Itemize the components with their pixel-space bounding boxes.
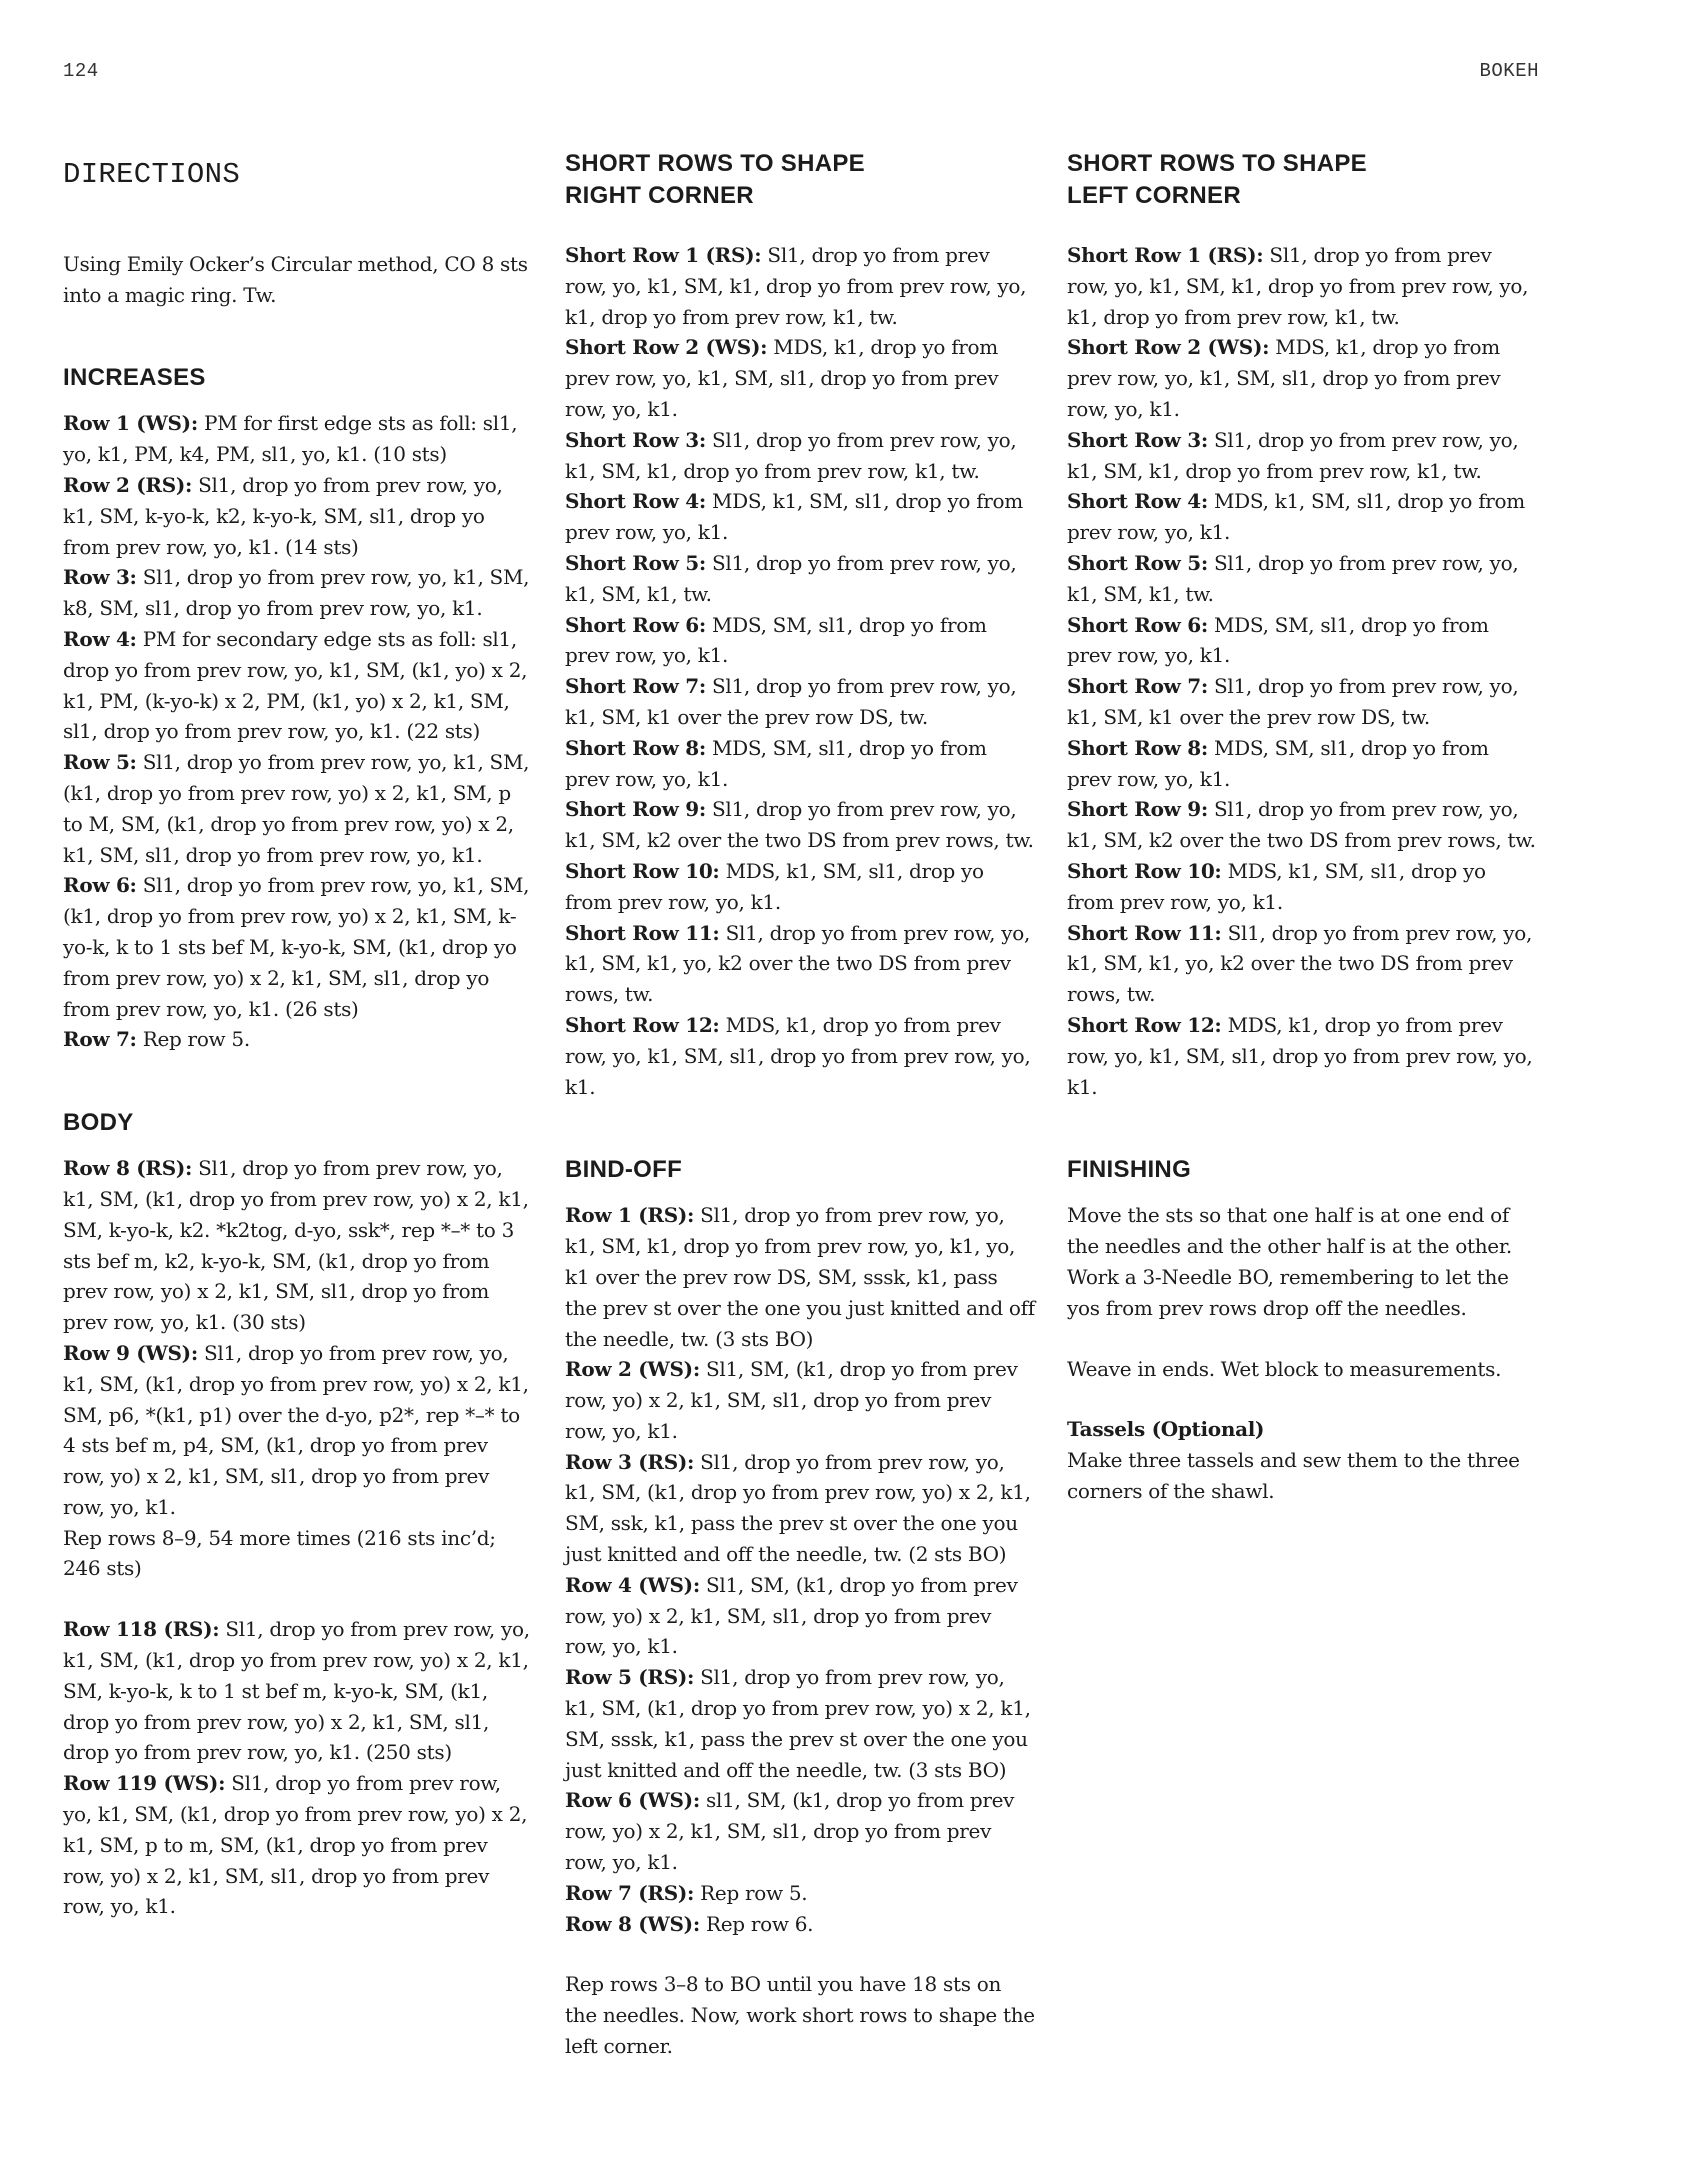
column-right-corner: [565, 148, 1035, 2062]
right-short-row-label: Short Row 11:: [565, 920, 720, 945]
left-short-row: [1067, 332, 1537, 424]
intro-paragraph: Using Emily Ocker’s Circular method, CO 8 sts into a magic ring. Tw.: [63, 251, 528, 307]
right-short-row-label: Short Row 12:: [565, 1012, 720, 1037]
right-short-row: [565, 240, 1035, 332]
bindoff-rows: [565, 1200, 1035, 1939]
bindoff-row: [565, 1785, 1035, 1877]
left-short-row-label: Short Row 6:: [1067, 612, 1208, 637]
body-repeat-note: Rep rows 8–9, 54 more times (216 sts inc’d; 246 sts): [63, 1525, 496, 1581]
bindoff-row-text: sl1, SM, (k1, drop yo from prev row, yo) x 2, k1, SM, sl1, drop yo from prev row, yo, k1.: [565, 1788, 1015, 1875]
right-short-row-label: Short Row 9:: [565, 797, 706, 822]
right-short-row-label: Short Row 7:: [565, 674, 706, 699]
body-row: [63, 1153, 533, 1338]
right-short-row-label: Short Row 3:: [565, 427, 706, 452]
body-row-label: Row 118 (RS):: [63, 1617, 220, 1642]
left-short-row: [1067, 486, 1537, 548]
body-row-text: Sl1, drop yo from prev row, yo, k1, SM, (k1, drop yo from prev row, yo) x 2, k1, SM, p6, *(k1, p1) over the d-yo, p2*, rep *–* to 4 sts bef m, p4, SM, (k1, drop yo from prev row, yo) x 2, k1, SM, sl1, drop yo from prev row, yo, k1.: [63, 1340, 529, 1519]
bindoff-row-text: Rep row 5.: [694, 1880, 808, 1905]
bindoff-row-text: Rep row 6.: [699, 1911, 814, 1936]
bindoff-row-text: Sl1, SM, (k1, drop yo from prev row, yo) x 2, k1, SM, sl1, drop yo from prev row, yo, k1.: [565, 1357, 1018, 1443]
left-short-row-text: MDS, k1, drop yo from prev row, yo, k1, SM, sl1, drop yo from prev row, yo, k1.: [1067, 1012, 1533, 1099]
increases-heading: INCREASES: [63, 364, 206, 392]
tassels-text: Make three tassels and sew them to the three corners of the shawl.: [1067, 1448, 1520, 1503]
bindoff-row: [565, 1200, 1035, 1354]
increase-row-text: Sl1, drop yo from prev row, yo, k1, SM, k-yo-k, k2, k-yo-k, SM, sl1, drop yo from prev row, yo, k1. (14 sts): [63, 472, 503, 559]
bindoff-row: [565, 1447, 1035, 1570]
body-row: [63, 1614, 533, 1768]
right-short-row-text: Sl1, drop yo from prev row, yo, k1, SM, k2 over the two DS from prev rows, tw.: [565, 797, 1034, 853]
left-short-row: [1067, 918, 1537, 1010]
right-short-row: [565, 548, 1035, 610]
right-short-row: [565, 332, 1035, 424]
right-corner-heading-line1: SHORT ROWS TO SHAPE: [565, 150, 865, 177]
left-short-row-label: Short Row 4:: [1067, 489, 1208, 514]
right-short-row-label: Short Row 6:: [565, 612, 706, 637]
right-short-row: [565, 733, 1035, 795]
left-short-row: [1067, 794, 1537, 856]
right-short-row: [565, 610, 1035, 672]
left-short-row-label: Short Row 8:: [1067, 735, 1208, 760]
tassels-title: Tassels (Optional): [1067, 1417, 1265, 1442]
increase-row-text: Sl1, drop yo from prev row, yo, k1, SM, (k1, drop yo from prev row, yo) x 2, k1, SM, p to M, SM, (k1, drop yo from prev row, yo) x 2, k1, SM, sl1, drop yo from prev row, yo, k1.: [63, 750, 530, 867]
page-number: 124: [63, 60, 99, 82]
bindoff-row: [565, 1354, 1035, 1446]
bindoff-row-label: Row 6 (WS):: [565, 1788, 700, 1813]
left-short-row-label: Short Row 2 (WS):: [1067, 335, 1270, 360]
right-short-row: [565, 1010, 1035, 1102]
body-row-text: Sl1, drop yo from prev row, yo, k1, SM, (k1, drop yo from prev row, yo) x 2, k1, SM, k-yo-k, k to 1 st bef m, k-yo-k, SM, (k1, drop yo from prev row, yo) x 2, k1, SM, sl1, drop yo from prev row, yo, k1. (250 sts): [63, 1617, 530, 1765]
bindoff-heading: BIND-OFF: [565, 1156, 683, 1184]
right-corner-heading-line2: RIGHT CORNER: [565, 182, 754, 209]
right-short-row-text: MDS, k1, drop yo from prev row, yo, k1, SM, sl1, drop yo from prev row, yo, k1.: [565, 1012, 1031, 1099]
right-short-row-text: MDS, k1, SM, sl1, drop yo from prev row, yo, k1.: [565, 489, 1023, 545]
bindoff-row-label: Row 3 (RS):: [565, 1449, 695, 1474]
right-short-row-text: Sl1, drop yo from prev row, yo, k1, SM, k1 over the prev row DS, tw.: [565, 674, 1017, 729]
left-short-row-text: MDS, k1, SM, sl1, drop yo from prev row, yo, k1.: [1067, 858, 1486, 914]
body-row-text: Sl1, drop yo from prev row, yo, k1, SM, (k1, drop yo from prev row, yo) x 2, k1, SM, p to m, SM, (k1, drop yo from prev row, yo) x 2, k1, SM, sl1, drop yo from prev row, yo, k1.: [63, 1771, 528, 1919]
left-short-row: [1067, 1010, 1537, 1102]
left-short-row: [1067, 548, 1537, 610]
bindoff-row-text: Sl1, drop yo from prev row, yo, k1, SM, (k1, drop yo from prev row, yo) x 2, k1, SM, sssk, k1, pass the prev st over the one you just knitted and off the needle, tw. (3 sts BO): [565, 1665, 1031, 1782]
left-short-row: [1067, 671, 1537, 733]
right-short-row-text: Sl1, drop yo from prev row, yo, k1, SM, k1, drop yo from prev row, k1, tw.: [565, 427, 1017, 483]
increase-row-text: PM for secondary edge sts as foll: sl1, drop yo from prev row, yo, k1, SM, (k1, yo) x 2, k1, PM, (k-yo-k) x 2, PM, (k1, yo) x 2, k1, SM, sl1, drop yo from prev row, yo, k1. (22 sts): [63, 626, 528, 744]
left-short-row-text: Sl1, drop yo from prev row, yo, k1, SM, k1, yo, k2 over the two DS from prev rows, tw.: [1067, 920, 1533, 1007]
right-short-row-text: Sl1, drop yo from prev row, yo, k1, SM, k1, drop yo from prev row, yo, k1, drop yo from prev row, k1, tw.: [565, 243, 1027, 329]
increase-row-label: Row 3:: [63, 565, 137, 590]
right-short-row-text: Sl1, drop yo from prev row, yo, k1, SM, k1, tw.: [565, 550, 1017, 606]
increase-row: [63, 470, 533, 562]
left-short-row-label: Short Row 3:: [1067, 427, 1208, 452]
left-short-row-label: Short Row 12:: [1067, 1012, 1222, 1037]
increase-row-text: Sl1, drop yo from prev row, yo, k1, SM, (k1, drop yo from prev row, yo) x 2, k1, SM, k-yo-k, k to 1 sts bef M, k-yo-k, SM, (k1, drop yo from prev row, yo) x 2, k1, SM, sl1, drop yo from prev row, yo, k1. (26 sts): [63, 873, 530, 1021]
bindoff-row: [565, 1662, 1035, 1785]
bindoff-row-label: Row 8 (WS):: [565, 1911, 700, 1936]
increase-row: [63, 870, 533, 1024]
bindoff-row-text: Sl1, drop yo from prev row, yo, k1, SM, k1, drop yo from prev row, yo, k1, yo, k1 over the prev row DS, SM, sssk, k1, pass the prev st over the one you just knitted and off the needle, tw. (3 sts BO): [565, 1203, 1035, 1351]
left-short-row-text: MDS, k1, drop yo from prev row, yo, k1, SM, sl1, drop yo from prev row, yo, k1.: [1067, 335, 1501, 421]
left-corner-rows: [1067, 240, 1537, 1102]
right-short-row-label: Short Row 2 (WS):: [565, 335, 768, 360]
left-corner-heading-line1: SHORT ROWS TO SHAPE: [1067, 150, 1367, 177]
left-short-row-text: Sl1, drop yo from prev row, yo, k1, SM, k2 over the two DS from prev rows, tw.: [1067, 797, 1536, 853]
increase-row-label: Row 7:: [63, 1027, 137, 1052]
right-short-row-label: Short Row 5:: [565, 550, 706, 575]
right-short-row: [565, 486, 1035, 548]
left-short-row-text: Sl1, drop yo from prev row, yo, k1, SM, k1 over the prev row DS, tw.: [1067, 674, 1519, 729]
left-short-row-label: Short Row 5:: [1067, 550, 1208, 575]
weave-paragraph: Weave in ends. Wet block to measurements.: [1067, 1356, 1502, 1381]
bindoff-row-text: Sl1, SM, (k1, drop yo from prev row, yo) x 2, k1, SM, sl1, drop yo from prev row, yo, k1.: [565, 1572, 1018, 1659]
right-short-row: [565, 794, 1035, 856]
bindoff-row-text: Sl1, drop yo from prev row, yo, k1, SM, (k1, drop yo from prev row, yo) x 2, k1, SM, ssk, k1, pass the prev st over the one you just knitted and off the needle, tw. (2 sts BO): [565, 1449, 1031, 1567]
column-left-corner: [1067, 148, 1537, 1507]
bindoff-row: [565, 1570, 1035, 1662]
finishing-heading: FINISHING: [1067, 1156, 1192, 1184]
left-short-row-text: MDS, k1, SM, sl1, drop yo from prev row, yo, k1.: [1067, 489, 1525, 545]
left-short-row-text: Sl1, drop yo from prev row, yo, k1, SM, k1, tw.: [1067, 550, 1519, 606]
body-row: [63, 1338, 533, 1523]
increase-row-label: Row 5:: [63, 750, 137, 775]
bindoff-row-label: Row 4 (WS):: [565, 1572, 700, 1597]
increase-row: [63, 624, 533, 747]
left-short-row-text: Sl1, drop yo from prev row, yo, k1, SM, k1, drop yo from prev row, yo, k1, drop yo from prev row, k1, tw.: [1067, 243, 1529, 329]
left-short-row-text: MDS, SM, sl1, drop yo from prev row, yo, k1.: [1067, 735, 1489, 791]
increase-row-label: Row 1 (WS):: [63, 411, 198, 436]
left-short-row-label: Short Row 1 (RS):: [1067, 243, 1264, 267]
increase-row: [63, 562, 533, 624]
running-title: BOKEH: [1479, 60, 1539, 82]
left-short-row-label: Short Row 7:: [1067, 674, 1208, 699]
increase-row: [63, 408, 533, 470]
body-row: [63, 1768, 533, 1922]
left-short-row: [1067, 856, 1537, 918]
right-short-row-label: Short Row 1 (RS):: [565, 243, 762, 267]
increases-rows: [63, 408, 533, 1055]
body-row-label: Row 119 (WS):: [63, 1771, 226, 1796]
column-directions: [63, 148, 533, 1922]
left-corner-heading-line2: LEFT CORNER: [1067, 182, 1241, 209]
body-row-text: Sl1, drop yo from prev row, yo, k1, SM, (k1, drop yo from prev row, yo) x 2, k1, SM, k-yo-k, k2. *k2tog, d-yo, ssk*, rep *–* to 3 sts bef m, k2, k-yo-k, SM, (k1, drop yo from prev row, yo) x 2, k1, SM, sl1, drop yo from prev row, yo, k1. (30 sts): [63, 1156, 529, 1335]
bindoff-row: [565, 1878, 1035, 1909]
body-row-label: Row 9 (WS):: [63, 1340, 198, 1365]
body-row-label: Row 8 (RS):: [63, 1156, 193, 1181]
increase-row-label: Row 4:: [63, 626, 137, 651]
right-short-row: [565, 671, 1035, 733]
increase-row: [63, 747, 533, 870]
bindoff-row-label: Row 2 (WS):: [565, 1357, 700, 1382]
bindoff-note: Rep rows 3–8 to BO until you have 18 sts on the needles. Now, work short rows to shape the left corner.: [565, 1972, 1035, 2059]
right-short-row-label: Short Row 4:: [565, 489, 706, 514]
bindoff-row-label: Row 1 (RS):: [565, 1203, 695, 1228]
right-short-row-text: MDS, k1, SM, sl1, drop yo from prev row, yo, k1.: [565, 858, 984, 914]
right-short-row-text: Sl1, drop yo from prev row, yo, k1, SM, k1, yo, k2 over the two DS from prev rows, tw.: [565, 920, 1031, 1007]
increase-row-text: Sl1, drop yo from prev row, yo, k1, SM, k8, SM, sl1, drop yo from prev row, yo, k1.: [63, 565, 530, 621]
left-short-row: [1067, 733, 1537, 795]
increase-row: [63, 1024, 533, 1055]
bindoff-row-label: Row 7 (RS):: [565, 1880, 695, 1905]
increase-row-text: PM for first edge sts as foll: sl1, yo, k1, PM, k4, PM, sl1, yo, k1. (10 sts): [63, 411, 518, 467]
right-short-row-label: Short Row 10:: [565, 858, 720, 883]
right-short-row: [565, 856, 1035, 918]
right-short-row-text: MDS, k1, drop yo from prev row, yo, k1, SM, sl1, drop yo from prev row, yo, k1.: [565, 335, 999, 421]
left-short-row-text: Sl1, drop yo from prev row, yo, k1, SM, k1, drop yo from prev row, k1, tw.: [1067, 427, 1519, 483]
directions-title: DIRECTIONS: [63, 158, 241, 191]
left-short-row: [1067, 425, 1537, 487]
bindoff-row-label: Row 5 (RS):: [565, 1665, 695, 1690]
left-short-row: [1067, 610, 1537, 672]
right-corner-rows: [565, 240, 1035, 1102]
left-short-row-label: Short Row 10:: [1067, 858, 1222, 883]
right-short-row: [565, 918, 1035, 1010]
right-short-row-text: MDS, SM, sl1, drop yo from prev row, yo, k1.: [565, 735, 987, 791]
increase-row-label: Row 6:: [63, 873, 137, 898]
increase-row-text: Rep row 5.: [136, 1027, 250, 1052]
left-short-row: [1067, 240, 1537, 332]
left-short-row-label: Short Row 11:: [1067, 920, 1222, 945]
bindoff-row: [565, 1909, 1035, 1940]
body-rows-b: [63, 1614, 533, 1922]
body-rows-a: [63, 1153, 533, 1523]
right-short-row: [565, 425, 1035, 487]
left-short-row-text: MDS, SM, sl1, drop yo from prev row, yo, k1.: [1067, 612, 1489, 668]
body-heading: BODY: [63, 1109, 134, 1137]
finishing-paragraph: Move the sts so that one half is at one end of the needles and the other half is at the other. Work a 3-Needle BO, remembering to let the yos from prev rows drop off the needles.: [1067, 1203, 1512, 1320]
increase-row-label: Row 2 (RS):: [63, 472, 193, 497]
left-short-row-label: Short Row 9:: [1067, 797, 1208, 822]
right-short-row-text: MDS, SM, sl1, drop yo from prev row, yo, k1.: [565, 612, 987, 668]
right-short-row-label: Short Row 8:: [565, 735, 706, 760]
